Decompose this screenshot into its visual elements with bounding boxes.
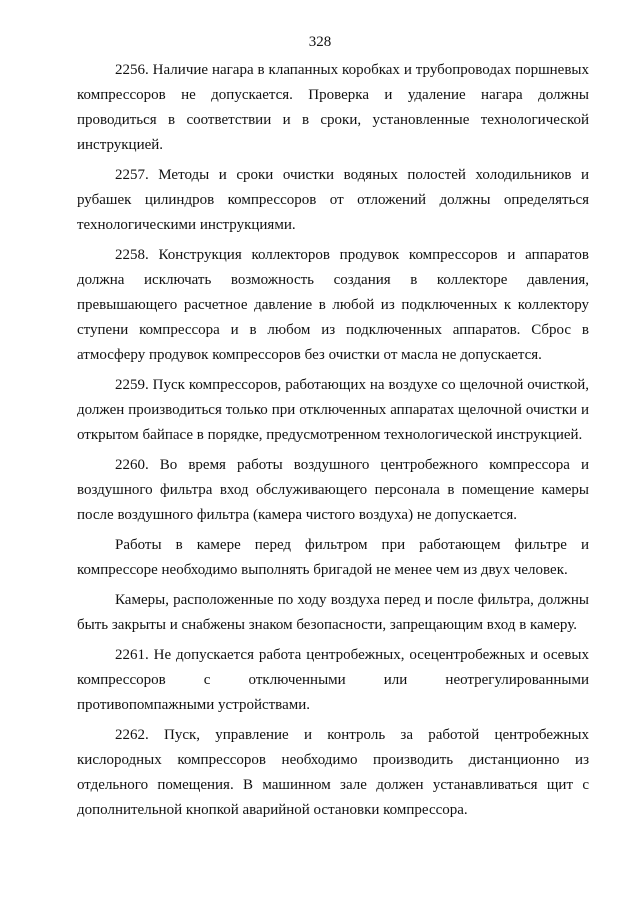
paragraph-2260: 2260. Во время работы воздушного центробежного компрессора и воздушного фильтра вход обслуживающего персонала в помещение камеры после воздушного фильтра (камера чистого воздуха) не допускается. (77, 457, 589, 523)
paragraph-2258: 2258. Конструкция коллекторов продувок компрессоров и аппаратов должна исключать возможность создания в коллекторе давления, превышающего расчетное давление в любой из подключенных к коллектору ступени компрессора и в любом из подключенных аппаратов. Сброс в атмосферу продувок компрессоров без очистки от масла не допускается. (77, 247, 589, 363)
paragraph-2259: 2259. Пуск компрессоров, работающих на воздухе со щелочной очисткой, должен производиться только при отключенных аппаратах щелочной очистки и открытом байпасе в порядке, предусмотренном технологической инструкцией. (77, 377, 589, 443)
paragraph-2261: 2261. Не допускается работа центробежных, осецентробежных и осевых компрессоров с отключенными или неотрегулированными противопомпажными устройствами. (77, 647, 589, 713)
paragraph-2260-workers: Работы в камере перед фильтром при работающем фильтре и компрессоре необходимо выполнять бригадой не менее чем из двух человек. (77, 537, 589, 578)
paragraph-2260-chambers: Камеры, расположенные по ходу воздуха перед и после фильтра, должны быть закрыты и снабжены знаком безопасности, запрещающим вход в камеру. (77, 592, 589, 633)
page-number: 328 (308, 34, 332, 50)
paragraph-2262: 2262. Пуск, управление и контроль за работой центробежных кислородных компрессоров необходимо производить дистанционно из отдельного помещения. В машинном зале должен устанавливаться щит с дополнительной кнопкой аварийной остановки компрессора. (77, 727, 589, 818)
paragraph-2257: 2257. Методы и сроки очистки водяных полостей холодильников и рубашек цилиндров компрессоров от отложений должны определяться технологическими инструкциями. (77, 167, 589, 233)
document-body (77, 58, 589, 828)
paragraph-2256: 2256. Наличие нагара в клапанных коробках и трубопроводах поршневых компрессоров не допускается. Проверка и удаление нагара должны проводиться в соответствии и в сроки, установленные технологической инструкцией. (77, 62, 589, 153)
